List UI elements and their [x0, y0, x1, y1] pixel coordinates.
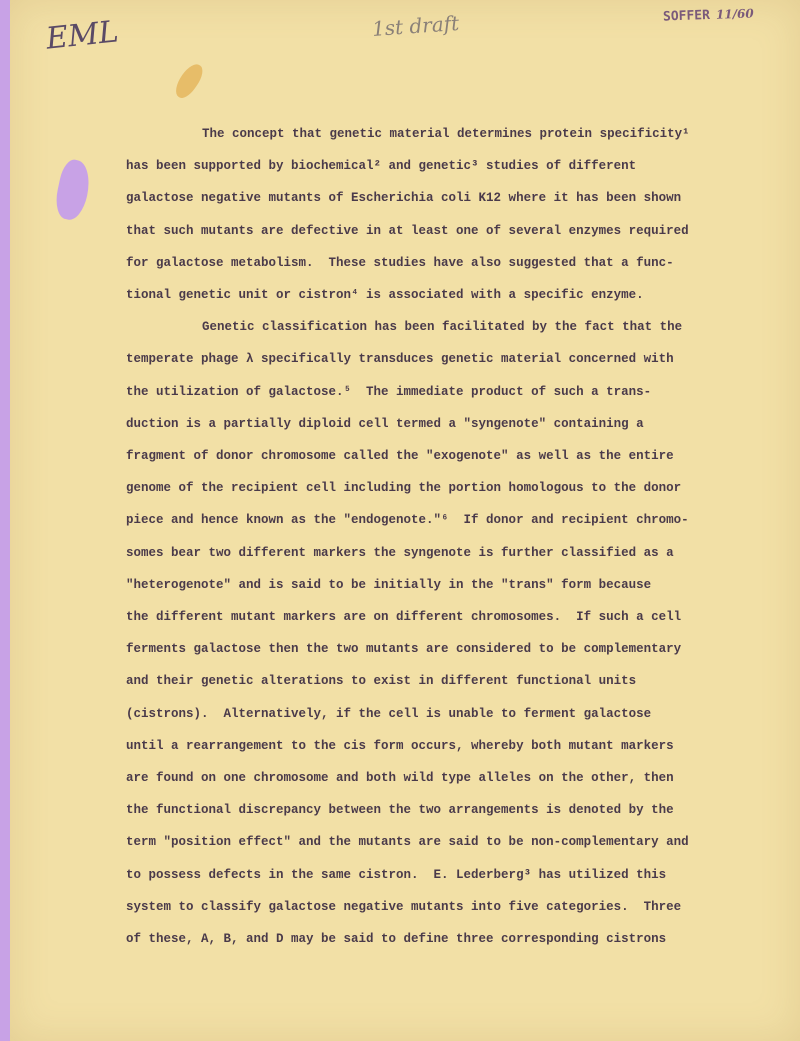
handwritten-initials: EML [44, 14, 121, 57]
draft-date: 11/60 [715, 6, 755, 22]
text-line: tional genetic unit or cistron⁴ is associated with a specific enzyme. [126, 288, 644, 303]
text-line: genome of the recipient cell including the portion homologous to the donor [126, 481, 682, 496]
text-line: galactose negative mutants of Escherichia coli K12 where it has been shown [126, 191, 682, 206]
text-line: Genetic classification has been facilitated by the fact that the [202, 320, 683, 335]
text-line: are found on one chromosome and both wild type alleles on the other, then [126, 771, 674, 786]
handwritten-draft-note: 1st draft [371, 10, 460, 42]
text-line: the functional discrepancy between the two arrangements is denoted by the [126, 803, 674, 818]
text-line: the different mutant markers are on different chromosomes. If such a cell [126, 610, 682, 625]
text-line: that such mutants are defective in at least one of several enzymes required [126, 223, 689, 238]
text-line: for galactose metabolism. These studies have also suggested that a func- [126, 255, 674, 270]
author-header [663, 6, 754, 24]
text-line: of these, A, B, and D may be said to define three corresponding cistrons [126, 932, 667, 947]
page-tear [52, 158, 94, 223]
text-line: "heterogenote" and is said to be initially in the "trans" form because [126, 577, 652, 592]
text-line: and their genetic alterations to exist in different functional units [126, 674, 637, 689]
text-line: the utilization of galactose.⁵ The immediate product of such a trans- [126, 384, 652, 399]
text-line: The concept that genetic material determines protein specificity¹ [202, 127, 690, 141]
text-line: system to classify galactose negative mutants into five categories. Three [126, 899, 682, 914]
text-line: somes bear two different markers the syngenote is further classified as a [126, 545, 674, 560]
text-line: piece and hence known as the "endogenote."⁶ If donor and recipient chromo- [126, 513, 689, 528]
text-line: ferments galactose then the two mutants are considered to be complementary [126, 642, 682, 657]
text-line: temperate phage λ specifically transduces genetic material concerned with [126, 352, 674, 367]
body-text [126, 118, 800, 955]
stain-mark [171, 60, 208, 101]
document-page [10, 0, 800, 1041]
text-line: fragment of donor chromosome called the "exogenote" as well as the entire [126, 449, 674, 464]
author-name: SOFFER [663, 7, 711, 25]
text-line: until a rearrangement to the cis form occurs, whereby both mutant markers [126, 738, 674, 753]
text-line: has been supported by biochemical² and genetic³ studies of different [126, 159, 637, 174]
text-line: term "position effect" and the mutants are said to be non-complementary and [126, 835, 689, 850]
text-line: to possess defects in the same cistron. E. Lederberg³ has utilized this [126, 867, 667, 882]
text-line: (cistrons). Alternatively, if the cell is unable to ferment galactose [126, 706, 652, 721]
text-line: duction is a partially diploid cell termed a "syngenote" containing a [126, 416, 644, 431]
